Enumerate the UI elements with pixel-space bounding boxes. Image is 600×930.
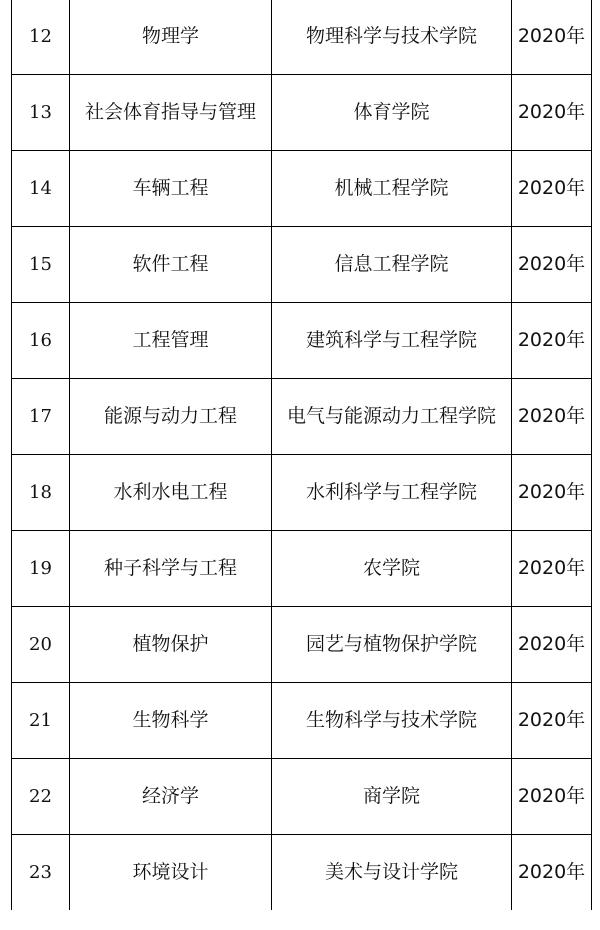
table-row	[12, 151, 592, 227]
row-number: 22	[12, 759, 70, 835]
table-row	[12, 607, 592, 683]
year: 2020年	[512, 151, 592, 227]
table-row	[12, 0, 592, 75]
row-number: 13	[12, 75, 70, 151]
college-name: 机械工程学院	[272, 151, 512, 227]
college-name: 园艺与植物保护学院	[272, 607, 512, 683]
table-row	[12, 683, 592, 759]
college-name: 生物科学与技术学院	[272, 683, 512, 759]
major-name: 软件工程	[70, 227, 272, 303]
college-name: 建筑科学与工程学院	[272, 303, 512, 379]
table-row	[12, 835, 592, 911]
row-number: 14	[12, 151, 70, 227]
year: 2020年	[512, 379, 592, 455]
college-name: 物理科学与技术学院	[272, 0, 512, 75]
major-name: 社会体育指导与管理	[70, 75, 272, 151]
table-row	[12, 455, 592, 531]
year: 2020年	[512, 303, 592, 379]
college-name: 农学院	[272, 531, 512, 607]
row-number: 21	[12, 683, 70, 759]
college-name: 商学院	[272, 759, 512, 835]
table-row	[12, 379, 592, 455]
year: 2020年	[512, 835, 592, 911]
table-row	[12, 75, 592, 151]
major-name: 物理学	[70, 0, 272, 75]
major-name: 能源与动力工程	[70, 379, 272, 455]
major-name: 经济学	[70, 759, 272, 835]
table-row	[12, 759, 592, 835]
major-name: 生物科学	[70, 683, 272, 759]
row-number: 12	[12, 0, 70, 75]
college-name: 水利科学与工程学院	[272, 455, 512, 531]
year: 2020年	[512, 683, 592, 759]
college-name: 电气与能源动力工程学院	[272, 379, 512, 455]
year: 2020年	[512, 455, 592, 531]
row-number: 18	[12, 455, 70, 531]
row-number: 20	[12, 607, 70, 683]
major-name: 车辆工程	[70, 151, 272, 227]
table-row	[12, 227, 592, 303]
major-name: 种子科学与工程	[70, 531, 272, 607]
year: 2020年	[512, 607, 592, 683]
row-number: 17	[12, 379, 70, 455]
major-name: 植物保护	[70, 607, 272, 683]
row-number: 23	[12, 835, 70, 911]
major-name: 环境设计	[70, 835, 272, 911]
row-number: 16	[12, 303, 70, 379]
majors-table	[11, 0, 592, 910]
major-name: 工程管理	[70, 303, 272, 379]
year: 2020年	[512, 75, 592, 151]
year: 2020年	[512, 227, 592, 303]
year: 2020年	[512, 531, 592, 607]
college-name: 信息工程学院	[272, 227, 512, 303]
year: 2020年	[512, 0, 592, 75]
major-name: 水利水电工程	[70, 455, 272, 531]
table-row	[12, 303, 592, 379]
college-name: 体育学院	[272, 75, 512, 151]
row-number: 15	[12, 227, 70, 303]
year: 2020年	[512, 759, 592, 835]
row-number: 19	[12, 531, 70, 607]
table-row	[12, 531, 592, 607]
college-name: 美术与设计学院	[272, 835, 512, 911]
